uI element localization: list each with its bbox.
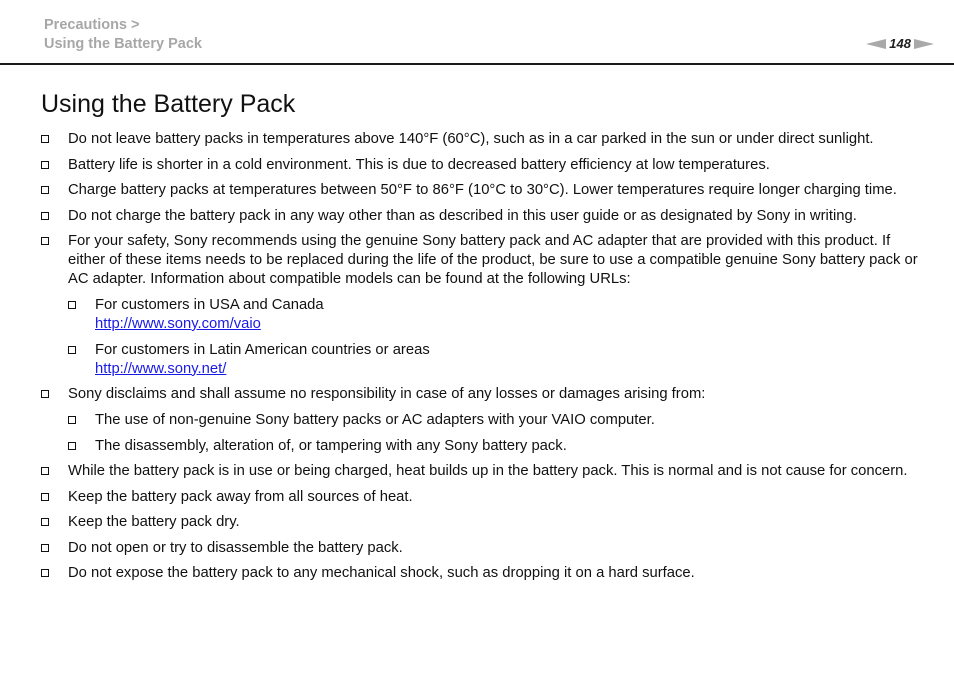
checkbox-bullet-icon	[68, 346, 76, 354]
url-label: For customers in Latin American countries or areas	[95, 341, 430, 358]
list-item-text: Keep the battery pack away from all sources of heat.	[68, 488, 413, 505]
list-item	[41, 207, 921, 226]
breadcrumb-current: Using the Battery Pack	[44, 36, 202, 52]
list-item-text: Do not charge the battery pack in any way other than as described in this user guide or as designated by Sony in writing.	[68, 207, 857, 224]
checkbox-bullet-icon	[41, 544, 49, 552]
breadcrumb-precautions-link[interactable]: Precautions >	[44, 17, 140, 33]
sub-list-item-text: The use of non-genuine Sony battery packs or AC adapters with your VAIO computer.	[95, 412, 655, 428]
list-item-text: Charge battery packs at temperatures between 50°F to 86°F (10°C to 30°C). Lower temperatures require longer charging time.	[68, 182, 897, 198]
checkbox-bullet-icon	[68, 301, 76, 309]
sub-list-item-text: The disassembly, alteration of, or tampering with any Sony battery pack.	[95, 437, 567, 454]
sony-vaio-link[interactable]: http://www.sony.com/vaio	[95, 316, 261, 332]
page-header	[0, 0, 954, 65]
list-item	[41, 513, 921, 532]
list-item-text: Sony disclaims and shall assume no responsibility in case of any losses or damages arising from:	[68, 386, 706, 402]
checkbox-bullet-icon	[41, 467, 49, 475]
list-item-text: Do not leave battery packs in temperatures above 140°F (60°C), such as in a car parked in the sun or under direct sunlight.	[68, 131, 874, 147]
checkbox-bullet-icon	[41, 135, 49, 143]
previous-page-arrow-icon[interactable]	[866, 39, 886, 49]
sub-list-item	[68, 341, 921, 379]
list-item	[41, 181, 921, 200]
checkbox-bullet-icon	[41, 518, 49, 526]
url-label: For customers in USA and Canada	[95, 297, 324, 313]
checkbox-bullet-icon	[68, 416, 76, 424]
list-item-text: Do not expose the battery pack to any mechanical shock, such as dropping it on a hard surface.	[68, 565, 695, 581]
next-page-arrow-icon[interactable]	[914, 39, 934, 49]
precautions-list	[41, 130, 921, 590]
checkbox-bullet-icon	[41, 390, 49, 398]
list-item-text: Do not open or try to disassemble the battery pack.	[68, 539, 403, 556]
list-item	[41, 564, 921, 583]
list-item-text: For your safety, Sony recommends using the genuine Sony battery pack and AC adapter that are provided with this product. If either of these items needs to be replaced during the life of the product, be sure to use a compatible genuine Sony battery pack or AC adapter. Information about compatible models can be found at the following URLs:	[68, 233, 918, 287]
url-sublist	[68, 296, 921, 379]
sony-net-link[interactable]: http://www.sony.net/	[95, 360, 227, 377]
disclaimer-sublist	[68, 411, 921, 456]
sub-list-item	[68, 437, 921, 456]
checkbox-bullet-icon	[68, 442, 76, 450]
list-item-text: Battery life is shorter in a cold environment. This is due to decreased battery efficiency at low temperatures.	[68, 156, 770, 173]
checkbox-bullet-icon	[41, 493, 49, 501]
list-item	[41, 385, 921, 456]
page-navigation	[866, 36, 934, 51]
checkbox-bullet-icon	[41, 569, 49, 577]
list-item	[41, 462, 921, 481]
page-number: 148	[889, 36, 911, 51]
checkbox-bullet-icon	[41, 186, 49, 194]
list-item-text: While the battery pack is in use or being charged, heat builds up in the battery pack. This is normal and is not cause for concern.	[68, 463, 908, 479]
page-title: Using the Battery Pack	[41, 90, 296, 118]
list-item	[41, 130, 921, 149]
checkbox-bullet-icon	[41, 237, 49, 245]
checkbox-bullet-icon	[41, 212, 49, 220]
breadcrumb	[44, 16, 202, 54]
sub-list-item	[68, 296, 921, 334]
list-item	[41, 539, 921, 558]
list-item	[41, 488, 921, 507]
list-item	[41, 156, 921, 175]
checkbox-bullet-icon	[41, 161, 49, 169]
list-item-text: Keep the battery pack dry.	[68, 514, 240, 530]
list-item	[41, 232, 921, 379]
sub-list-item	[68, 411, 921, 430]
